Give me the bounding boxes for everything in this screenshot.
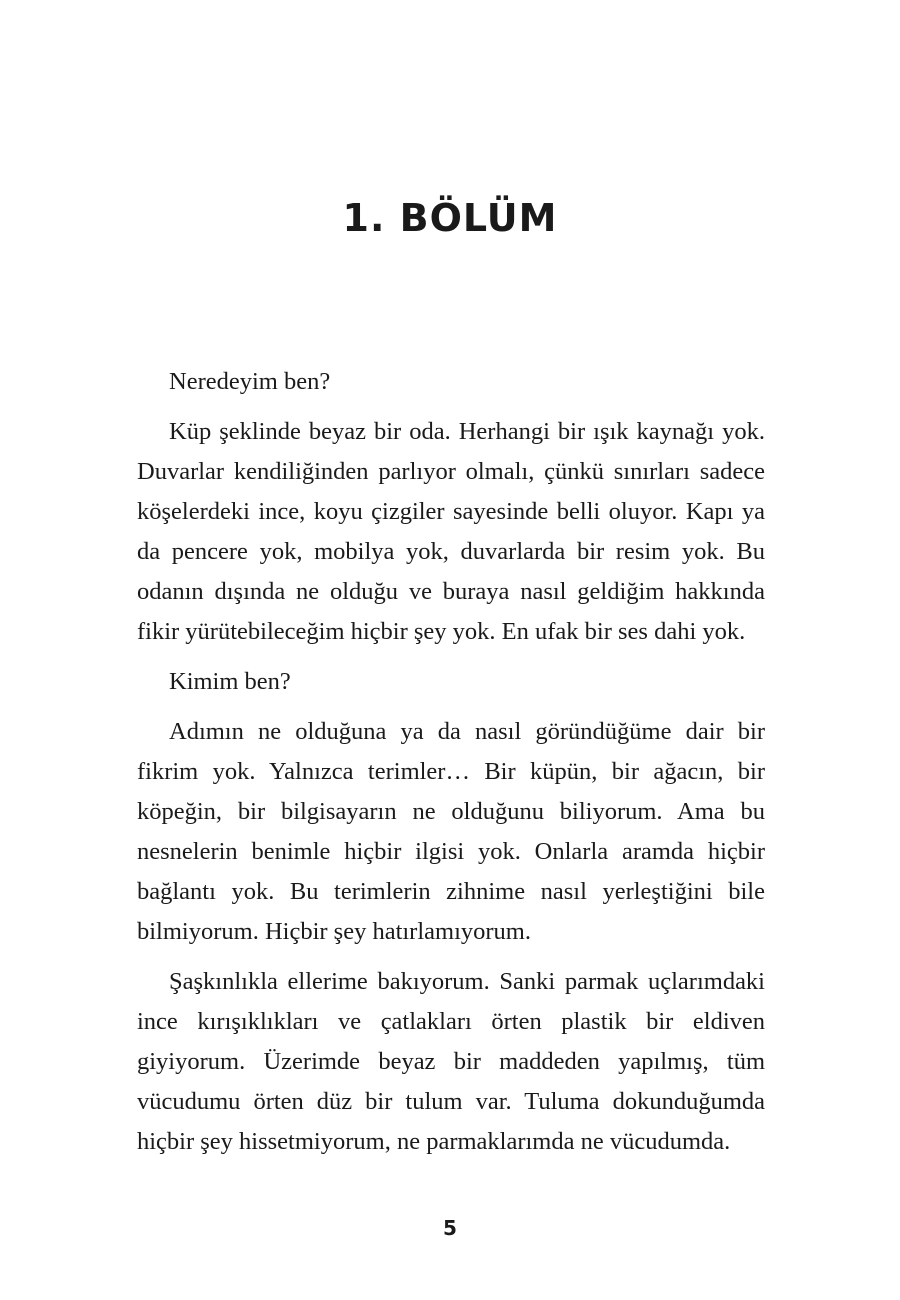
chapter-title: 1. BÖLÜM (342, 196, 558, 240)
paragraph: Şaşkınlıkla ellerime bakıyorum. Sanki parmak uçlarımdaki ince kırışıklıkları ve çatlakları örten plastik bir eldiven giyiyorum. Üzerimde beyaz bir maddeden yapılmış, tüm vücudumu örten düz bir tulum var. Tuluma dokunduğumda hiçbir şey hissetmiyorum, ne parmaklarımda ne vücudumda. (137, 968, 765, 1155)
page-number: 5 (443, 1216, 457, 1240)
paragraph: Adımın ne olduğuna ya da nasıl göründüğüme dair bir fikrim yok. Yalnızca terimler… Bir küpün, bir ağacın, bir köpeğin, bir bilgisayarın ne olduğunu biliyorum. Ama bu nesnelerin benimle hiçbir ilgisi yok. Onlarla aramda hiçbir bağlantı yok. Bu terimlerin zihnime nasıl yerleştiğini bile bilmiyorum. Hiçbir şey hatırlamıyorum. (137, 718, 765, 945)
paragraph: Neredeyim ben? (169, 368, 331, 395)
paragraph: Kimim ben? (169, 668, 291, 695)
body-text (137, 362, 765, 1172)
paragraph: Küp şeklinde beyaz bir oda. Herhangi bir ışık kaynağı yok. Duvarlar kendiliğinden parlıyor olmalı, çünkü sınırları sadece köşelerdeki ince, koyu çizgiler sayesinde belli oluyor. Kapı ya da pencere yok, mobilya yok, duvarlarda bir resim yok. Bu odanın dışında ne olduğu ve buraya nasıl geldiğim hakkında fikir yürütebileceğim hiçbir şey yok. En ufak bir ses dahi yok. (137, 418, 765, 645)
